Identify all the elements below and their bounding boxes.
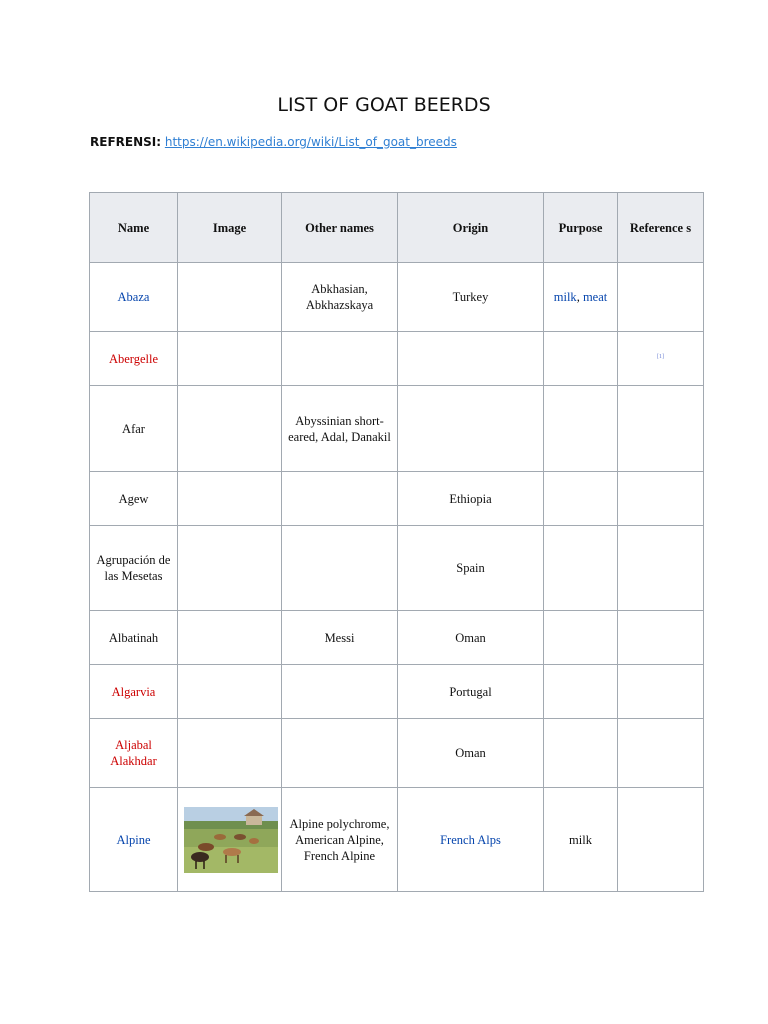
cell-image xyxy=(178,788,282,892)
purpose-separator: , xyxy=(576,290,583,304)
alpine-goat-photo[interactable] xyxy=(184,807,278,873)
table-row xyxy=(90,788,704,892)
cell-origin xyxy=(398,386,544,472)
header-purpose[interactable]: Purpose xyxy=(544,193,618,263)
header-name[interactable]: Name xyxy=(90,193,178,263)
cell-other-names: Abkhasian, Abkhazskaya xyxy=(282,263,398,332)
goat-breeds-table xyxy=(89,192,704,892)
cell-image xyxy=(178,332,282,386)
cell-other-names xyxy=(282,665,398,719)
cell-references xyxy=(618,332,704,386)
cell-references xyxy=(618,526,704,611)
table-row xyxy=(90,472,704,526)
cell-references xyxy=(618,386,704,472)
breed-link[interactable]: Abaza xyxy=(117,290,150,304)
cell-references xyxy=(618,263,704,332)
table-row xyxy=(90,386,704,472)
reference-line xyxy=(90,135,457,149)
cell-references xyxy=(618,472,704,526)
table-row xyxy=(90,526,704,611)
table-row xyxy=(90,665,704,719)
cell-image xyxy=(178,665,282,719)
page-title: LIST OF GOAT BEERDS xyxy=(277,94,491,116)
cell-image xyxy=(178,472,282,526)
cell-purpose: milk xyxy=(544,788,618,892)
cell-purpose xyxy=(544,665,618,719)
breed-link[interactable]: Alpine xyxy=(116,832,151,847)
breed-redlink[interactable]: Abergelle xyxy=(108,351,159,366)
cell-origin xyxy=(398,788,544,892)
cell-other-names xyxy=(282,526,398,611)
table-row xyxy=(90,719,704,788)
reference-label: REFRENSI: xyxy=(90,135,162,149)
cell-other-names: Alpine polychrome, American Alpine, French Alpine xyxy=(282,788,398,892)
cell-image xyxy=(178,263,282,332)
cell-other-names xyxy=(282,472,398,526)
reference-footnote[interactable]: [1] xyxy=(657,354,664,361)
cell-origin: Portugal xyxy=(398,665,544,719)
cell-references xyxy=(618,665,704,719)
cell-purpose xyxy=(544,611,618,665)
cell-purpose xyxy=(544,526,618,611)
cell-other-names: Messi xyxy=(282,611,398,665)
cell-origin xyxy=(398,332,544,386)
cell-origin: Oman xyxy=(398,719,544,788)
cell-origin: Oman xyxy=(398,611,544,665)
cell-name: Agew xyxy=(90,472,178,526)
cell-name xyxy=(90,665,178,719)
table-row xyxy=(90,332,704,386)
cell-purpose xyxy=(544,472,618,526)
cell-name: Agrupación de las Mesetas xyxy=(90,526,178,611)
cell-other-names xyxy=(282,332,398,386)
reference-link[interactable]: https://en.wikipedia.org/wiki/List_of_goat_breeds xyxy=(164,135,457,149)
cell-name xyxy=(90,788,178,892)
breed-redlink[interactable]: Algarvia xyxy=(111,684,156,699)
cell-purpose xyxy=(544,386,618,472)
cell-name xyxy=(90,263,178,332)
purpose-link[interactable]: meat xyxy=(582,290,608,304)
purpose-link[interactable]: milk xyxy=(553,290,577,304)
cell-name xyxy=(90,719,178,788)
cell-purpose xyxy=(544,719,618,788)
header-image[interactable]: Image xyxy=(178,193,282,263)
header-other-names[interactable]: Other names xyxy=(282,193,398,263)
header-references[interactable]: Reference s xyxy=(618,193,704,263)
cell-origin: Ethiopia xyxy=(398,472,544,526)
origin-link[interactable]: French Alps xyxy=(440,832,501,847)
cell-references xyxy=(618,788,704,892)
cell-references xyxy=(618,719,704,788)
breed-redlink[interactable]: Aljabal Alakhdar xyxy=(110,738,157,768)
cell-references xyxy=(618,611,704,665)
table-row xyxy=(90,611,704,665)
cell-purpose xyxy=(544,332,618,386)
cell-origin: Turkey xyxy=(398,263,544,332)
cell-other-names: Abyssinian short-eared, Adal, Danakil xyxy=(282,386,398,472)
cell-image xyxy=(178,719,282,788)
cell-name: Albatinah xyxy=(90,611,178,665)
cell-image xyxy=(178,611,282,665)
cell-image xyxy=(178,526,282,611)
table-row xyxy=(90,263,704,332)
cell-name xyxy=(90,332,178,386)
header-origin[interactable]: Origin xyxy=(398,193,544,263)
cell-purpose xyxy=(544,263,618,332)
cell-other-names xyxy=(282,719,398,788)
cell-name: Afar xyxy=(90,386,178,472)
table-header-row xyxy=(90,193,704,263)
cell-image xyxy=(178,386,282,472)
cell-origin: Spain xyxy=(398,526,544,611)
